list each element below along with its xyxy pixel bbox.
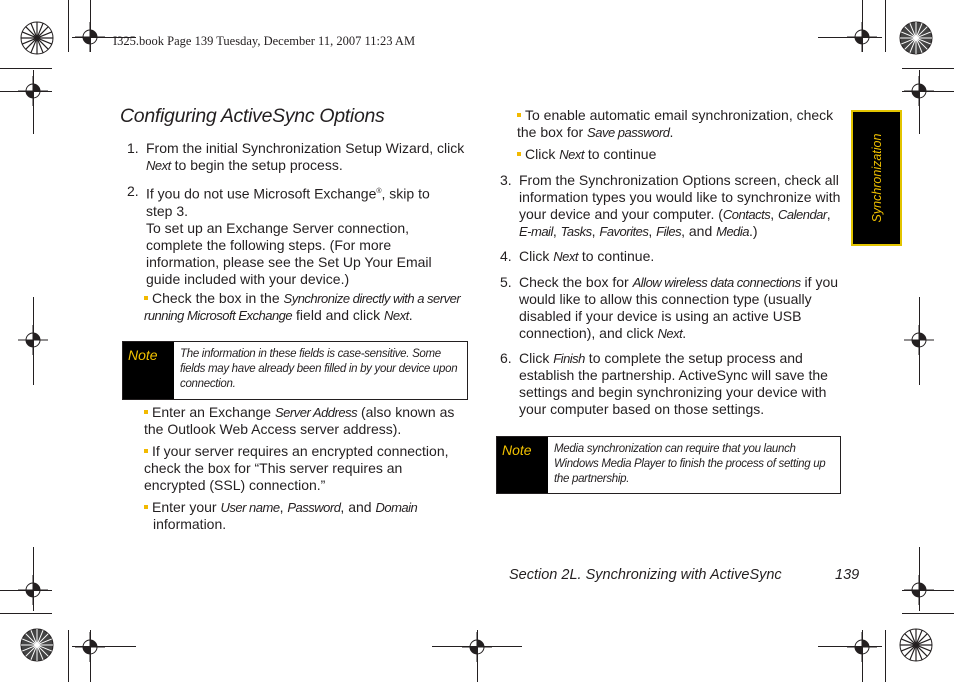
print-header: I325.book Page 139 Tuesday, December 11, 2007 11:23 AM (113, 34, 416, 48)
bullet-icon (144, 449, 148, 453)
ui-term: Next (553, 249, 578, 264)
step-number: 4. (500, 248, 512, 264)
ui-term: Favorites (599, 224, 649, 239)
bullet-text: . (408, 307, 413, 323)
step-text: to continue. (577, 248, 655, 264)
ui-term: Calendar (777, 207, 827, 222)
bullet-icon (144, 410, 148, 414)
separator: , (648, 223, 657, 239)
bullet-item (144, 443, 464, 494)
registration-mark-icon (904, 325, 934, 355)
ui-term: Finish (553, 351, 585, 366)
bullet-text: . (669, 124, 674, 140)
step-number: 6. (500, 350, 512, 366)
note-label: Note (497, 437, 548, 493)
ui-term: Domain (375, 500, 418, 515)
step-1-text (146, 140, 471, 174)
registration-mark-icon (18, 325, 48, 355)
ui-term: Synchronize directly with a server running Microsoft Exchange (144, 291, 461, 323)
step-text: . (682, 325, 687, 341)
bullet-icon (517, 152, 521, 156)
section-tab-label: Synchronization (869, 133, 884, 223)
step-3-text (519, 172, 844, 240)
section-tab (851, 110, 902, 246)
ui-term: Files (656, 224, 682, 239)
bullet-text: Click (525, 146, 560, 162)
bullet-text: Enter your (152, 499, 221, 515)
bullet-text: to continue (583, 146, 657, 162)
crop-line (885, 0, 886, 52)
note-text: The information in these fields is case-sensitive. Some fields may have already been filled in by your device upon connection. (180, 348, 458, 390)
ui-term: Allow wireless data connections (632, 275, 801, 290)
step-text: Click (519, 248, 554, 264)
registration-mark-icon (18, 575, 48, 605)
ui-term: E-mail (519, 224, 553, 239)
crop-line (68, 630, 69, 682)
step-2-text (146, 183, 446, 288)
registration-mark-icon (18, 76, 48, 106)
bullet-text: To enable automatic email synchronization, check the box for (517, 107, 834, 140)
registration-mark-icon (75, 632, 105, 662)
step-text: Check the box for (519, 274, 633, 290)
ui-term: Contacts (722, 207, 771, 222)
step-text: , skip to step 3. (146, 185, 430, 219)
page-number: 139 (835, 567, 860, 583)
step-4-text (519, 248, 844, 265)
bullet-item (517, 107, 847, 141)
bullet-icon (517, 113, 521, 117)
step-number: 1. (127, 140, 139, 156)
ui-term: Next (559, 147, 584, 162)
ui-term: Tasks (560, 224, 592, 239)
bullet-text: field and click (292, 307, 384, 323)
registered-mark: ® (376, 188, 382, 195)
star-target-icon (20, 21, 54, 55)
bullet-item (517, 146, 847, 163)
step-text: to complete the setup process and establish the partnership. ActiveSync will save the settings and begin synchronizing your device with your computer based on those settings. (519, 350, 828, 417)
step-5-text (519, 274, 841, 342)
crop-line (885, 630, 886, 682)
ui-term: Server Address (274, 405, 358, 420)
registration-mark-icon (904, 575, 934, 605)
bullet-text: information. (153, 516, 227, 532)
step-text: From the initial Synchronization Setup Wizard, click (146, 140, 465, 156)
bullet-text: Check the box in the (152, 290, 284, 306)
bullet-text: Enter an Exchange (152, 404, 275, 420)
crop-line (68, 0, 69, 52)
note-label: Note (123, 342, 174, 399)
step-number: 5. (500, 274, 512, 290)
ui-term: Save password (587, 125, 670, 140)
ui-term: User name (220, 500, 280, 515)
bullet-text: , and (340, 499, 376, 515)
ui-term: Password (287, 500, 341, 515)
ui-term: Media (716, 224, 750, 239)
star-target-icon (20, 628, 54, 662)
step-text: Click (519, 350, 554, 366)
bullet-icon (144, 296, 148, 300)
step-text: if you would like to allow this connection type (usually disabled if your device is using an active USB connection), and click (519, 274, 839, 341)
separator: , (770, 206, 778, 222)
separator: , (552, 223, 561, 239)
step-text: If you do not use Microsoft Exchange (146, 185, 377, 202)
separator: , (826, 206, 831, 222)
step-text: .) (749, 223, 758, 239)
step-text: To set up an Exchange Server connection, complete the following steps. (For more information, please see the Set Up Your Email guide included with your device.) (146, 219, 432, 287)
bullet-item (144, 290, 476, 324)
step-text: to begin the setup process. (170, 157, 343, 173)
bullet-icon (144, 505, 148, 509)
registration-mark-icon (847, 632, 877, 662)
registration-mark-icon (462, 632, 492, 662)
ui-term: Next (657, 326, 683, 341)
step-6-text (519, 350, 844, 418)
bullet-item (144, 499, 464, 533)
note-box (496, 436, 841, 494)
bullet-text: , (279, 499, 288, 515)
page-title: Configuring ActiveSync Options (120, 105, 385, 127)
registration-mark-icon (75, 22, 105, 52)
note-text: Media synchronization can require that you launch Windows Media Player to finish the process of setting up the partnership. (554, 443, 826, 485)
bullet-item (144, 404, 470, 438)
crop-line (902, 613, 954, 614)
ui-term: Next (146, 158, 171, 173)
step-text: From the Synchronization Options screen, check all information types you would like to synchronize with your device and your computer. ( (519, 172, 841, 222)
note-box (122, 341, 468, 400)
crop-line (0, 68, 52, 69)
ui-term: Next (383, 308, 409, 323)
separator: , (591, 223, 600, 239)
separator: , and (681, 223, 717, 239)
crop-line (0, 613, 52, 614)
step-number: 2. (127, 183, 139, 199)
registration-mark-icon (904, 76, 934, 106)
step-number: 3. (500, 172, 512, 188)
bullet-text: (also known as the Outlook Web Access server address). (144, 404, 455, 437)
footer-section-title: Section 2L. Synchronizing with ActiveSync (509, 567, 782, 583)
registration-mark-icon (847, 22, 877, 52)
star-target-icon (899, 628, 933, 662)
star-target-icon (899, 21, 933, 55)
bullet-text: If your server requires an encrypted connection, check the box for “This server requires an encrypted (SSL) connection.” (144, 443, 449, 493)
crop-line (902, 68, 954, 69)
